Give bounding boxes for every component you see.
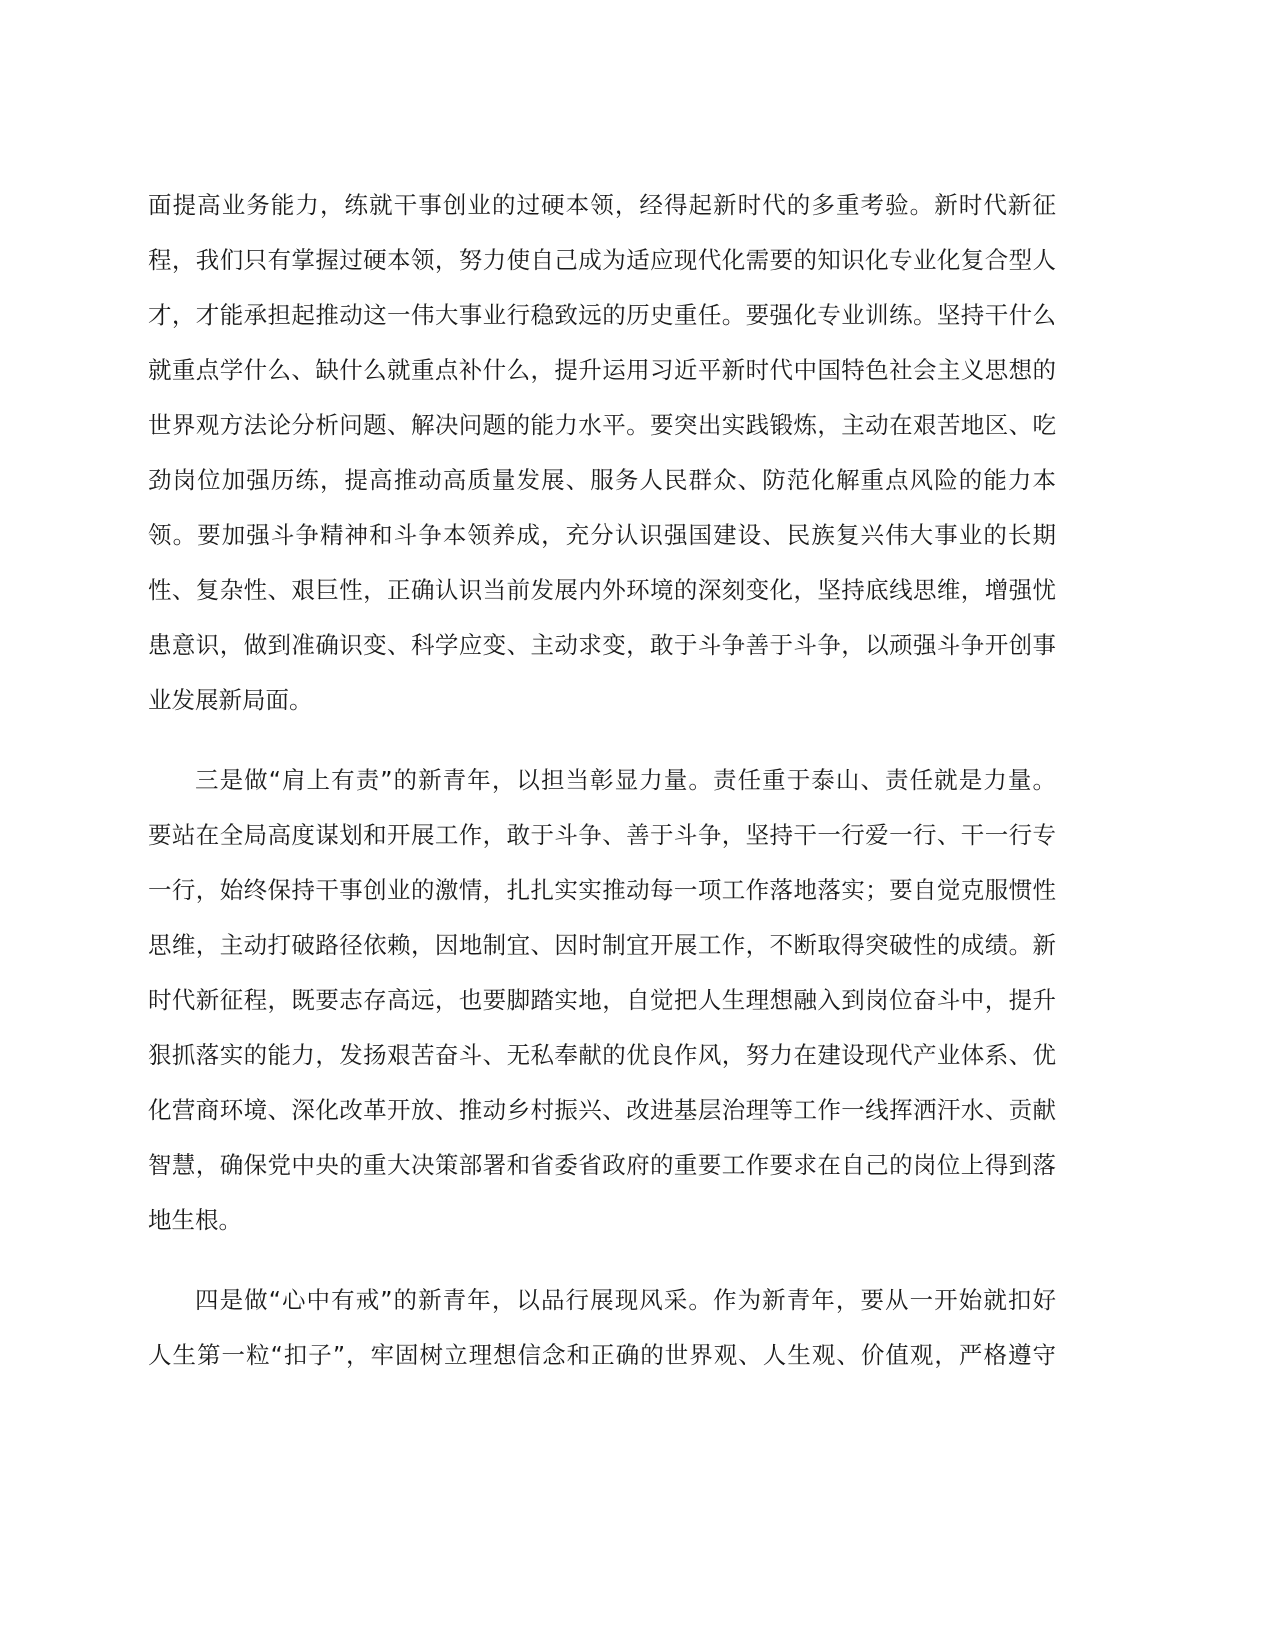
text-line: 四是做“心中有戒”的新青年，以品行展现风采。作为新青年，要从一开始就扣好 bbox=[195, 1286, 1056, 1314]
text-line: 化营商环境、深化改革开放、推动乡村振兴、改进基层治理等工作一线挥洒汗水、贡献 bbox=[148, 1096, 1056, 1124]
text-line: 狠抓落实的能力，发扬艰苦奋斗、无私奉献的优良作风，努力在建设现代产业体系、优 bbox=[148, 1041, 1056, 1069]
text-line: 智慧，确保党中央的重大决策部署和省委省政府的重要工作要求在自己的岗位上得到落 bbox=[148, 1151, 1056, 1179]
text-line: 世界观方法论分析问题、解决问题的能力水平。要突出实践锻炼，主动在艰苦地区、吃 bbox=[148, 411, 1056, 439]
text-line: 要站在全局高度谋划和开展工作，敢于斗争、善于斗争，坚持干一行爱一行、干一行专 bbox=[148, 821, 1056, 849]
text-line: 面提高业务能力，练就干事创业的过硬本领，经得起新时代的多重考验。新时代新征 bbox=[148, 191, 1056, 219]
text-line: 一行，始终保持干事创业的激情，扎扎实实推动每一项工作落地落实；要自觉克服惯性 bbox=[148, 876, 1056, 904]
text-line: 三是做“肩上有责”的新青年，以担当彰显力量。责任重于泰山、责任就是力量。 bbox=[195, 766, 1056, 794]
text-line: 思维，主动打破路径依赖，因地制宜、因时制宜开展工作，不断取得突破性的成绩。新 bbox=[148, 931, 1056, 959]
text-line: 才，才能承担起推动这一伟大事业行稳致远的历史重任。要强化专业训练。坚持干什么 bbox=[148, 301, 1056, 329]
text-line: 领。要加强斗争精神和斗争本领养成，充分认识强国建设、民族复兴伟大事业的长期 bbox=[148, 521, 1056, 549]
text-line: 地生根。 bbox=[148, 1206, 242, 1234]
text-line: 程，我们只有掌握过硬本领，努力使自己成为适应现代化需要的知识化专业化复合型人 bbox=[148, 246, 1056, 274]
text-line: 劲岗位加强历练，提高推动高质量发展、服务人民群众、防范化解重点风险的能力本 bbox=[148, 466, 1056, 494]
text-line: 性、复杂性、艰巨性，正确认识当前发展内外环境的深刻变化，坚持底线思维，增强忧 bbox=[148, 576, 1056, 604]
text-line: 业发展新局面。 bbox=[148, 686, 313, 714]
text-line: 就重点学什么、缺什么就重点补什么，提升运用习近平新时代中国特色社会主义思想的 bbox=[148, 356, 1056, 384]
text-line: 患意识，做到准确识变、科学应变、主动求变，敢于斗争善于斗争，以顽强斗争开创事 bbox=[148, 631, 1056, 659]
text-line: 人生第一粒“扣子”，牢固树立理想信念和正确的世界观、人生观、价值观，严格遵守 bbox=[148, 1341, 1056, 1369]
text-line: 时代新征程，既要志存高远，也要脚踏实地，自觉把人生理想融入到岗位奋斗中，提升 bbox=[148, 986, 1056, 1014]
